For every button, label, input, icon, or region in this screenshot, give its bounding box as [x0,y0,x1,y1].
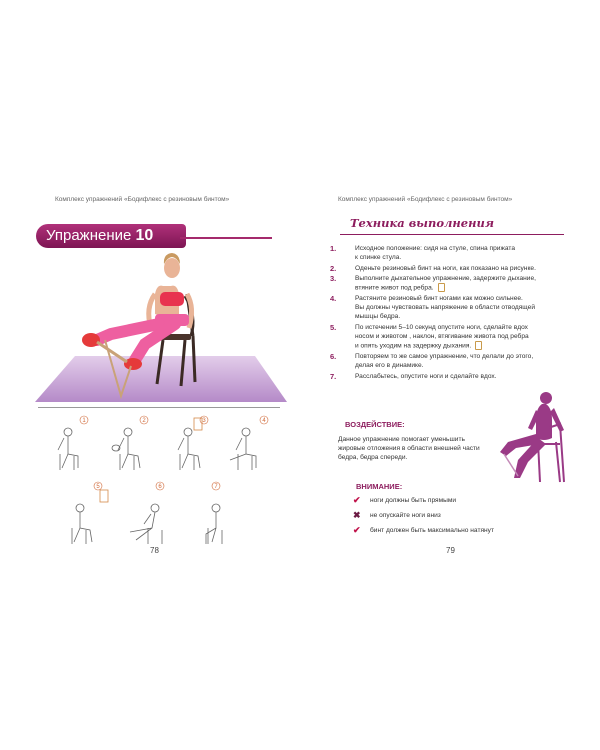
check-icon: ✔ [353,495,361,505]
step-line: носом и животом , наклон, втягивание живота под ребра [355,333,529,341]
attention-item [352,496,494,505]
step-line: Исходное положение: сидя на стуле, спина прижата [355,245,516,252]
step-line-text: втяните живот под ребра. [355,284,434,292]
step-item [330,352,570,370]
cross-icon: ✖ [353,510,361,520]
step-line: Оденьте резиновый бинт на ноги, как показано на рисунке. [355,264,536,272]
technique-title: Техника выполнения [350,216,495,230]
step-line: Выполните дыхательное упражнение, задержите дыхание, [355,275,536,283]
step-figure-7 [206,504,222,544]
step-item [330,274,570,292]
effect-heading: ВОЗДЕЙСТВИЕ: [345,420,405,429]
technique-underline [340,234,564,235]
page-number: 78 [150,546,159,555]
step-item [330,323,570,351]
attention-item-text: бинт должен быть максимально натянут [370,527,494,534]
step-line: По истечении 5–10 секунд опустите ноги, сделайте вдох [355,324,528,331]
attention-item [352,511,494,520]
step-item [330,264,570,273]
running-head: Комплекс упражнений «Бодифлекс с резиновым бинтом» [338,196,513,203]
step-figures [40,410,280,545]
attention-heading: ВНИМАНИЕ: [356,482,403,491]
hand-icon [438,283,445,292]
hand-icon [475,341,482,350]
step-item [330,294,570,321]
figure-number-6: 6 [158,484,162,490]
step-figure-4 [230,428,256,470]
attention-item-text: не опускайте ноги вниз [370,512,441,519]
effect-text: Данное упражнение помогает уменьшить жировые отложения в области внешней части бедра, бедра спереди. [338,436,480,462]
step-number: 1. [330,244,337,253]
step-line: делая его в динамике. [355,362,424,370]
check-icon: ✔ [353,525,361,535]
exercise-photo [35,244,287,404]
page-number: 79 [446,546,455,555]
figure-number-7: 7 [214,484,218,490]
steps-list [330,244,570,382]
step-number: 6. [330,352,337,362]
step-line: Вы должны чувствовать напряжение в области отводящей [355,304,536,312]
step-line: мышцы бедра. [355,313,401,321]
right-page [300,0,600,750]
exercise-number: 10 [135,227,154,244]
step-number: 3. [330,274,337,284]
step-number: 4. [330,294,337,304]
step-number: 7. [330,371,337,381]
figure-number-1: 1 [82,418,86,424]
step-line [355,341,570,350]
step-item [330,244,570,262]
figure-number-5: 5 [96,484,100,490]
step-figure-3 [178,418,202,470]
title-underline [180,237,272,239]
step-figure-2 [112,428,140,470]
divider [38,407,280,408]
step-figure-1 [58,428,78,470]
running-head: Комплекс упражнений «Бодифлекс с резиновым бинтом» [55,196,230,203]
figure-number-2: 2 [142,418,146,424]
step-line-text: и опять уходим на задержку дыхания. [355,342,472,350]
figure-number-3: 3 [202,418,206,424]
step-number: 2. [330,263,337,273]
figure-number-4: 4 [262,418,266,424]
step-figure-6 [130,504,162,544]
attention-item [352,526,494,535]
step-number: 5. [330,323,337,332]
step-figure-5 [72,490,108,544]
exercise-title-word: Упражнение [46,227,132,244]
step-line: Растяните резиновый бинт ногами как можно сильнее. [355,295,523,303]
attention-item-text: ноги должны быть прямыми [370,497,457,504]
step-line [355,283,570,292]
step-line: Повторяем то же самое упражнение, что делали до этого, [355,353,534,361]
attention-list [352,496,494,541]
step-line: Расслабьтесь, опустите ноги и сделайте вдох. [355,372,497,380]
silhouette-illustration [498,378,578,488]
step-line: к спинке стула. [355,254,402,262]
